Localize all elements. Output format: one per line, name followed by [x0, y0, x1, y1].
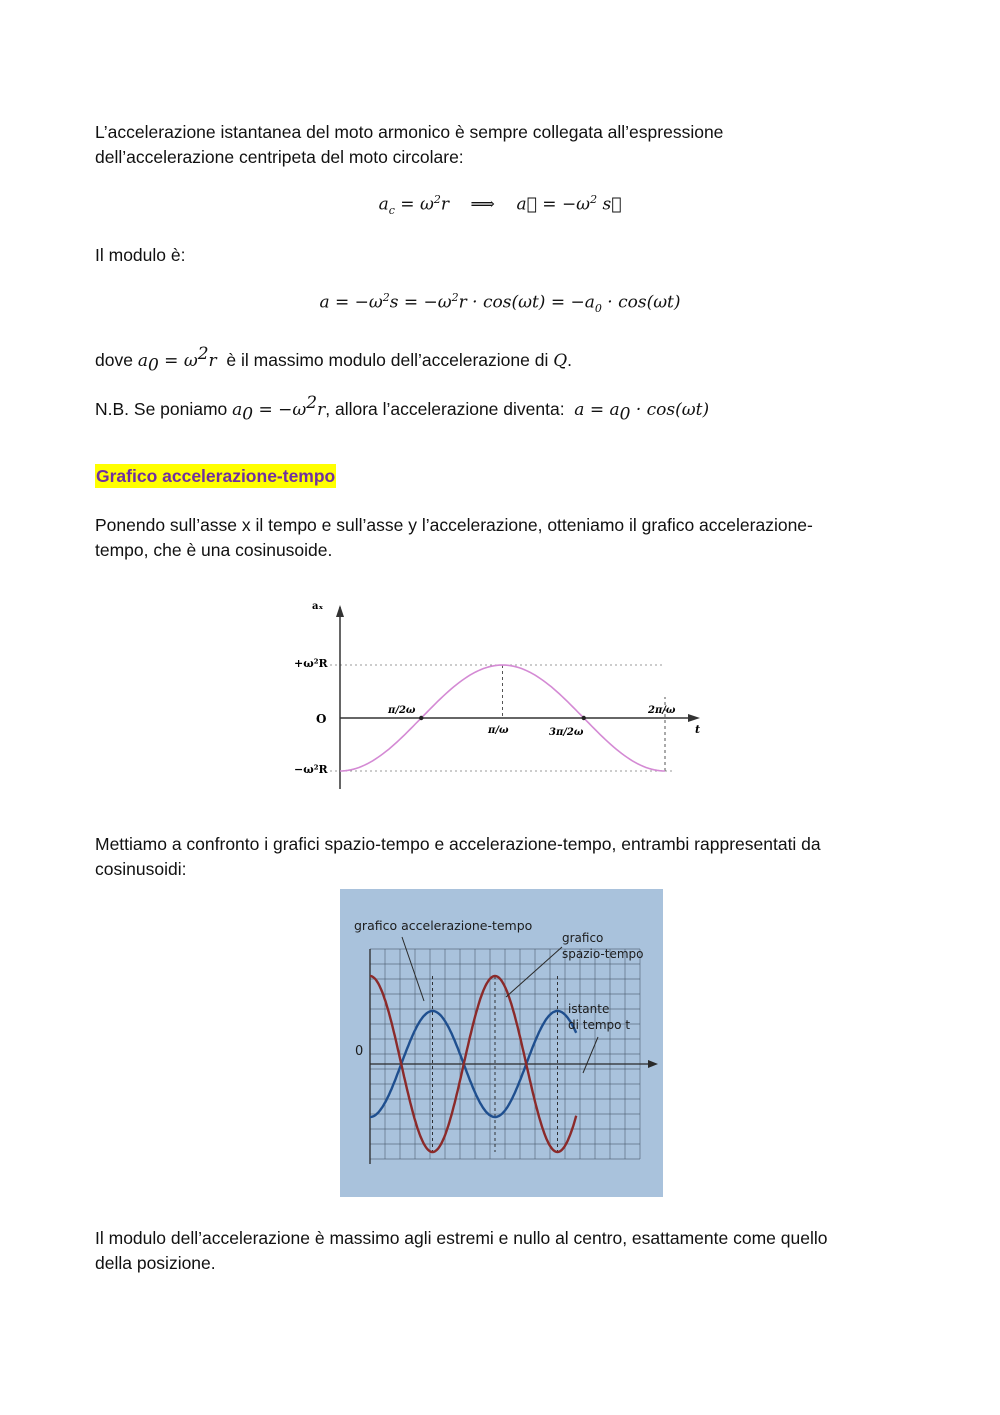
- leader-accel: [402, 937, 424, 1001]
- leader-instant: [583, 1037, 598, 1073]
- comparison-figure: [340, 889, 663, 1197]
- label-space-2: spazio-tempo: [562, 947, 644, 961]
- para2-line-2: cosinusoidi:: [95, 859, 187, 879]
- para2-line-1: Mettiamo a confronto i grafici spazio-tempo e accelerazione-tempo, entrambi rappresentati da: [95, 834, 821, 854]
- section-heading: Grafico accelerazione-tempo: [96, 466, 336, 486]
- equation-centripetal: $a_c = \omega^2r$ ⟹ a⃗ = $-\omega^2$ s⃗: [378, 193, 622, 218]
- para3-line-2: della posizione.: [95, 1253, 216, 1273]
- modulo-label: Il modulo è:: [95, 245, 186, 265]
- label-instant-2: di tempo t: [568, 1018, 631, 1032]
- label-instant-1: istante: [568, 1002, 610, 1016]
- y-tick-max: +ω²R: [294, 657, 328, 670]
- origin-label: 0: [355, 1044, 364, 1059]
- y-axis-arrow: [336, 605, 344, 617]
- dove-line: dove $a_0 = \omega^2r$ è il massimo modulo dell’accelerazione di Q.: [95, 344, 573, 376]
- intro-line-1: L’accelerazione istantanea del moto armonico è sempre collegata all’espressione: [95, 122, 724, 142]
- y-tick-zero: O: [316, 712, 327, 726]
- x-tick-2pi-omega: 2π/ω: [648, 705, 676, 716]
- label-space-1: grafico: [562, 931, 604, 945]
- zero-crossing-point-2: [582, 716, 586, 720]
- zero-crossing-point-1: [419, 716, 423, 720]
- x-tick-3pi-2omega: 3π/2ω: [549, 727, 584, 738]
- label-accel: grafico accelerazione-tempo: [354, 918, 533, 933]
- para1-line-2: tempo, che è una cosinusoide.: [95, 540, 333, 560]
- intro-line-2: dell’accelerazione centripeta del moto circolare:: [95, 147, 464, 167]
- x-axis-arrow: [648, 1060, 658, 1068]
- nb-line: N.B. Se poniamo $a_0 = -\omega^2r$, allora l’accelerazione diventa: $a = a_0 \cdot \cos(\omega t)$: [95, 393, 710, 425]
- comparison-chart: [340, 889, 663, 1197]
- leader-space: [506, 947, 562, 997]
- y-tick-min: −ω²R: [294, 763, 328, 776]
- equation-modulo: $a = -\omega^2s = -\omega^2r \cdot \cos(\omega t) = -a_0 \cdot \cos(\omega t)$: [319, 291, 681, 316]
- x-tick-pi-2omega: π/2ω: [388, 705, 416, 716]
- x-tick-pi-omega: π/ω: [488, 725, 509, 736]
- x-axis-label: t: [695, 723, 701, 736]
- x-axis-arrow: [688, 714, 700, 722]
- y-axis-label: aₓ: [312, 601, 324, 612]
- para3-line-1: Il modulo dell’accelerazione è massimo agli estremi e nullo al centro, esattamente come quello: [95, 1228, 828, 1248]
- para1-line-1: Ponendo sull’asse x il tempo e sull’asse y l’accelerazione, otteniamo il grafico accelerazione-: [95, 515, 813, 535]
- acceleration-time-chart: [290, 597, 710, 797]
